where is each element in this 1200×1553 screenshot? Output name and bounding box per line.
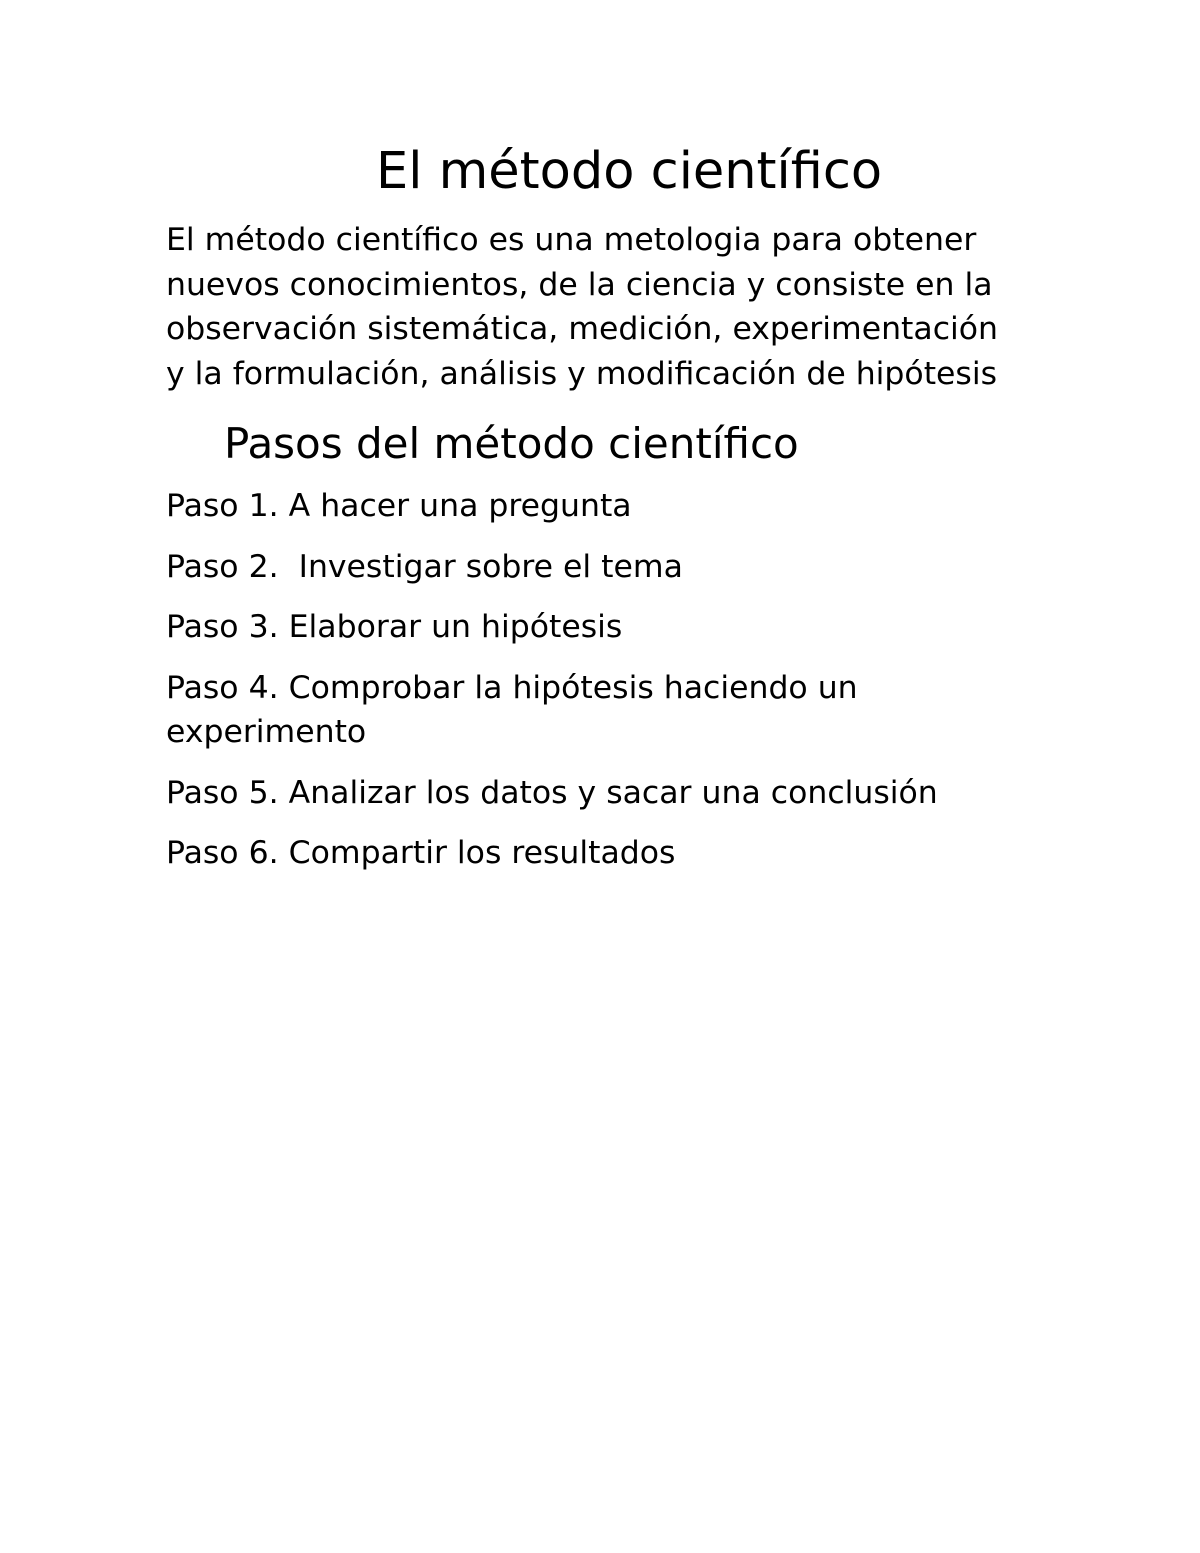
intro-paragraph: El método científico es una metologia para obtener nuevos conocimientos, de la ciencia y consiste en la observación sistemática, medición, experimentación y la formulación, análisis y modificación de hipótesis [166, 222, 998, 392]
document-title: El método científico [376, 142, 883, 201]
step-item-6: Paso 6. Compartir los resultados [166, 835, 676, 871]
step-item-5: Paso 5. Analizar los datos y sacar una conclusión [166, 774, 938, 811]
step-item-3: Paso 3. Elaborar un hipótesis [166, 609, 623, 645]
steps-list [166, 484, 1046, 876]
step-item-2: Paso 2. Investigar sobre el tema [166, 548, 683, 585]
document-content [166, 138, 1046, 892]
step-item-1: Paso 1. A hacer una pregunta [166, 488, 632, 524]
step-item-4: Paso 4. Comprobar la hipótesis haciendo un experimento [166, 669, 868, 750]
steps-heading: Pasos del método científico [224, 419, 799, 468]
